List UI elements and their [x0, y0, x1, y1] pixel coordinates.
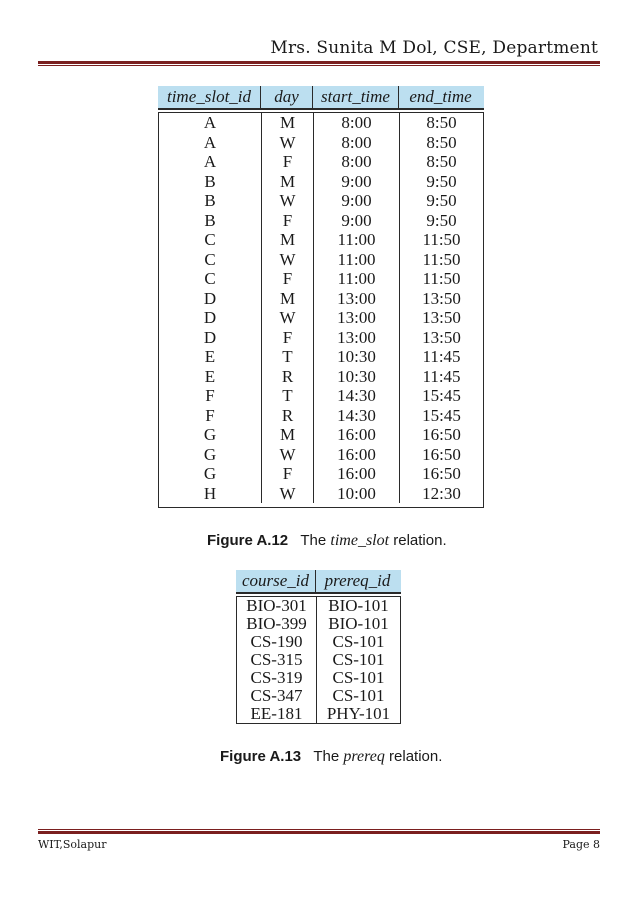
table-row [159, 328, 483, 348]
table-row [159, 211, 483, 231]
footer-rule-thin [38, 829, 600, 830]
table-cell: CS-190 [237, 633, 317, 651]
table-row [159, 191, 483, 211]
caption-post: relation. [393, 532, 447, 549]
figure-label: Figure A.12 [207, 532, 289, 549]
table-cell: 12:30 [422, 483, 461, 503]
table-cell: T [262, 386, 314, 406]
table-row [237, 687, 400, 705]
time-slot-table [158, 112, 484, 508]
table-cell: A [159, 152, 262, 172]
table-cell: M [262, 230, 314, 250]
table-cell: 13:00 [314, 328, 400, 348]
table-cell: PHY-101 [326, 704, 391, 723]
table-cell: C [159, 269, 262, 289]
header-rule-thick [38, 61, 600, 64]
footer-rule-thick [38, 831, 600, 834]
column-header: course_id [236, 570, 316, 592]
table-cell: 9:00 [314, 191, 400, 211]
table-cell: 16:50 [422, 464, 461, 483]
table-cell: G [159, 425, 262, 445]
table-cell: 14:30 [314, 406, 400, 426]
table-row [159, 425, 483, 445]
table-row [237, 615, 400, 633]
table-row [159, 386, 483, 406]
table-cell: R [262, 367, 314, 387]
table-cell: CS-319 [237, 669, 317, 687]
figure-label: Figure A.13 [220, 748, 302, 765]
table-row [159, 230, 483, 250]
table-cell: B [159, 172, 262, 192]
table-cell: BIO-101 [328, 596, 389, 615]
table-cell: W [262, 133, 314, 153]
table-cell: 11:00 [314, 269, 400, 289]
column-header: time_slot_id [158, 86, 261, 108]
table-cell: BIO-101 [328, 614, 389, 633]
table-cell: 15:45 [422, 386, 461, 405]
table-cell: A [159, 113, 262, 133]
column-header: day [261, 86, 313, 108]
table-cell: F [262, 464, 314, 484]
table-row [237, 651, 400, 669]
table-row [159, 308, 483, 328]
table-cell: F [159, 406, 262, 426]
relation-name: prereq [343, 748, 385, 765]
column-header: start_time [313, 86, 399, 108]
table-row [159, 406, 483, 426]
table-cell: W [262, 191, 314, 211]
table-cell: 8:00 [314, 113, 400, 133]
table-row [237, 669, 400, 687]
table-cell: W [262, 250, 314, 270]
table-cell: CS-347 [237, 687, 317, 705]
table-cell: T [262, 347, 314, 367]
table-cell: CS-101 [332, 686, 385, 705]
table-cell: 9:00 [314, 172, 400, 192]
table-cell: CS-101 [332, 632, 385, 651]
table-cell: B [159, 211, 262, 231]
table-cell: 16:00 [314, 464, 400, 484]
table-cell: A [159, 133, 262, 153]
table-cell: G [159, 445, 262, 465]
footer-page-number: Page 8 [562, 838, 600, 851]
table-cell: CS-101 [332, 668, 385, 687]
table-cell: 8:50 [426, 113, 457, 132]
table-cell: 15:45 [422, 405, 461, 425]
table-cell: M [262, 172, 314, 192]
table-cell: 8:00 [314, 152, 400, 172]
relation-name: time_slot [330, 532, 390, 549]
table-row [159, 347, 483, 367]
table-cell: 11:50 [422, 230, 461, 249]
table-cell: F [262, 269, 314, 289]
table-cell: H [159, 484, 262, 504]
table-row [159, 152, 483, 172]
table-cell: 11:50 [422, 249, 461, 269]
table-row [159, 250, 483, 270]
table-cell: 13:50 [422, 308, 461, 327]
caption-pre: The [313, 748, 340, 765]
table-cell: BIO-301 [237, 597, 317, 615]
table-cell: 16:50 [422, 444, 461, 464]
table-cell: M [262, 289, 314, 309]
table-row [159, 113, 483, 133]
table-cell: 8:50 [426, 132, 457, 152]
table-cell: BIO-399 [237, 615, 317, 633]
table-cell: D [159, 289, 262, 309]
table-row [159, 269, 483, 289]
table-cell: M [262, 425, 314, 445]
table-cell: 11:00 [314, 230, 400, 250]
table-cell: 9:50 [426, 171, 457, 191]
table-cell: D [159, 308, 262, 328]
table-cell: 11:45 [422, 347, 461, 366]
table-cell: W [262, 308, 314, 328]
table-cell: EE-181 [237, 705, 317, 723]
footer-institute: WIT,Solapur [38, 838, 107, 851]
column-header: prereq_id [324, 571, 391, 590]
table-cell: 13:50 [422, 327, 461, 347]
column-header: end_time [409, 87, 472, 106]
table-cell: 13:00 [314, 289, 400, 309]
table-cell: 14:30 [314, 386, 400, 406]
table-cell: G [159, 464, 262, 484]
table-cell: 10:00 [314, 484, 400, 504]
table-cell: E [159, 367, 262, 387]
table-cell: W [262, 484, 314, 504]
table-cell: 13:00 [314, 308, 400, 328]
table-cell: 11:50 [422, 269, 461, 288]
table-row [159, 464, 483, 484]
table-row [159, 133, 483, 153]
prereq-table [236, 596, 401, 724]
table-cell: C [159, 230, 262, 250]
table-cell: B [159, 191, 262, 211]
table-cell: E [159, 347, 262, 367]
table-cell: 9:50 [426, 191, 457, 210]
table-cell: W [262, 445, 314, 465]
table-row [159, 445, 483, 465]
table-cell: CS-315 [237, 651, 317, 669]
table-cell: 8:50 [426, 152, 457, 171]
figure-a13-caption [220, 748, 442, 766]
header-rule-thin [38, 65, 600, 66]
table-row [159, 367, 483, 387]
table-cell: 9:00 [314, 211, 400, 231]
table-row [237, 705, 400, 723]
table-row [237, 597, 400, 615]
table-cell: F [262, 211, 314, 231]
table-cell: CS-101 [332, 650, 385, 669]
table-cell: F [262, 152, 314, 172]
table-cell: 10:30 [314, 367, 400, 387]
time-slot-header [158, 86, 484, 110]
table-cell: C [159, 250, 262, 270]
table-cell: M [262, 113, 314, 133]
table-cell: D [159, 328, 262, 348]
table-cell: 11:45 [422, 366, 461, 386]
table-cell: 11:00 [314, 250, 400, 270]
table-cell: 8:00 [314, 133, 400, 153]
table-cell: 16:00 [314, 445, 400, 465]
table-cell: F [159, 386, 262, 406]
table-row [159, 484, 483, 504]
figure-a12-caption [207, 532, 447, 550]
page-header: Mrs. Sunita M Dol, CSE, Department [270, 38, 598, 58]
caption-pre: The [300, 532, 327, 549]
prereq-header [236, 570, 401, 594]
caption-post: relation. [389, 748, 443, 765]
table-cell: 16:00 [314, 425, 400, 445]
table-row [159, 289, 483, 309]
table-cell: 13:50 [422, 288, 461, 308]
table-row [159, 172, 483, 192]
table-cell: 9:50 [426, 210, 457, 230]
table-row [237, 633, 400, 651]
table-cell: 16:50 [422, 425, 461, 444]
table-cell: R [262, 406, 314, 426]
table-cell: 10:30 [314, 347, 400, 367]
table-cell: F [262, 328, 314, 348]
